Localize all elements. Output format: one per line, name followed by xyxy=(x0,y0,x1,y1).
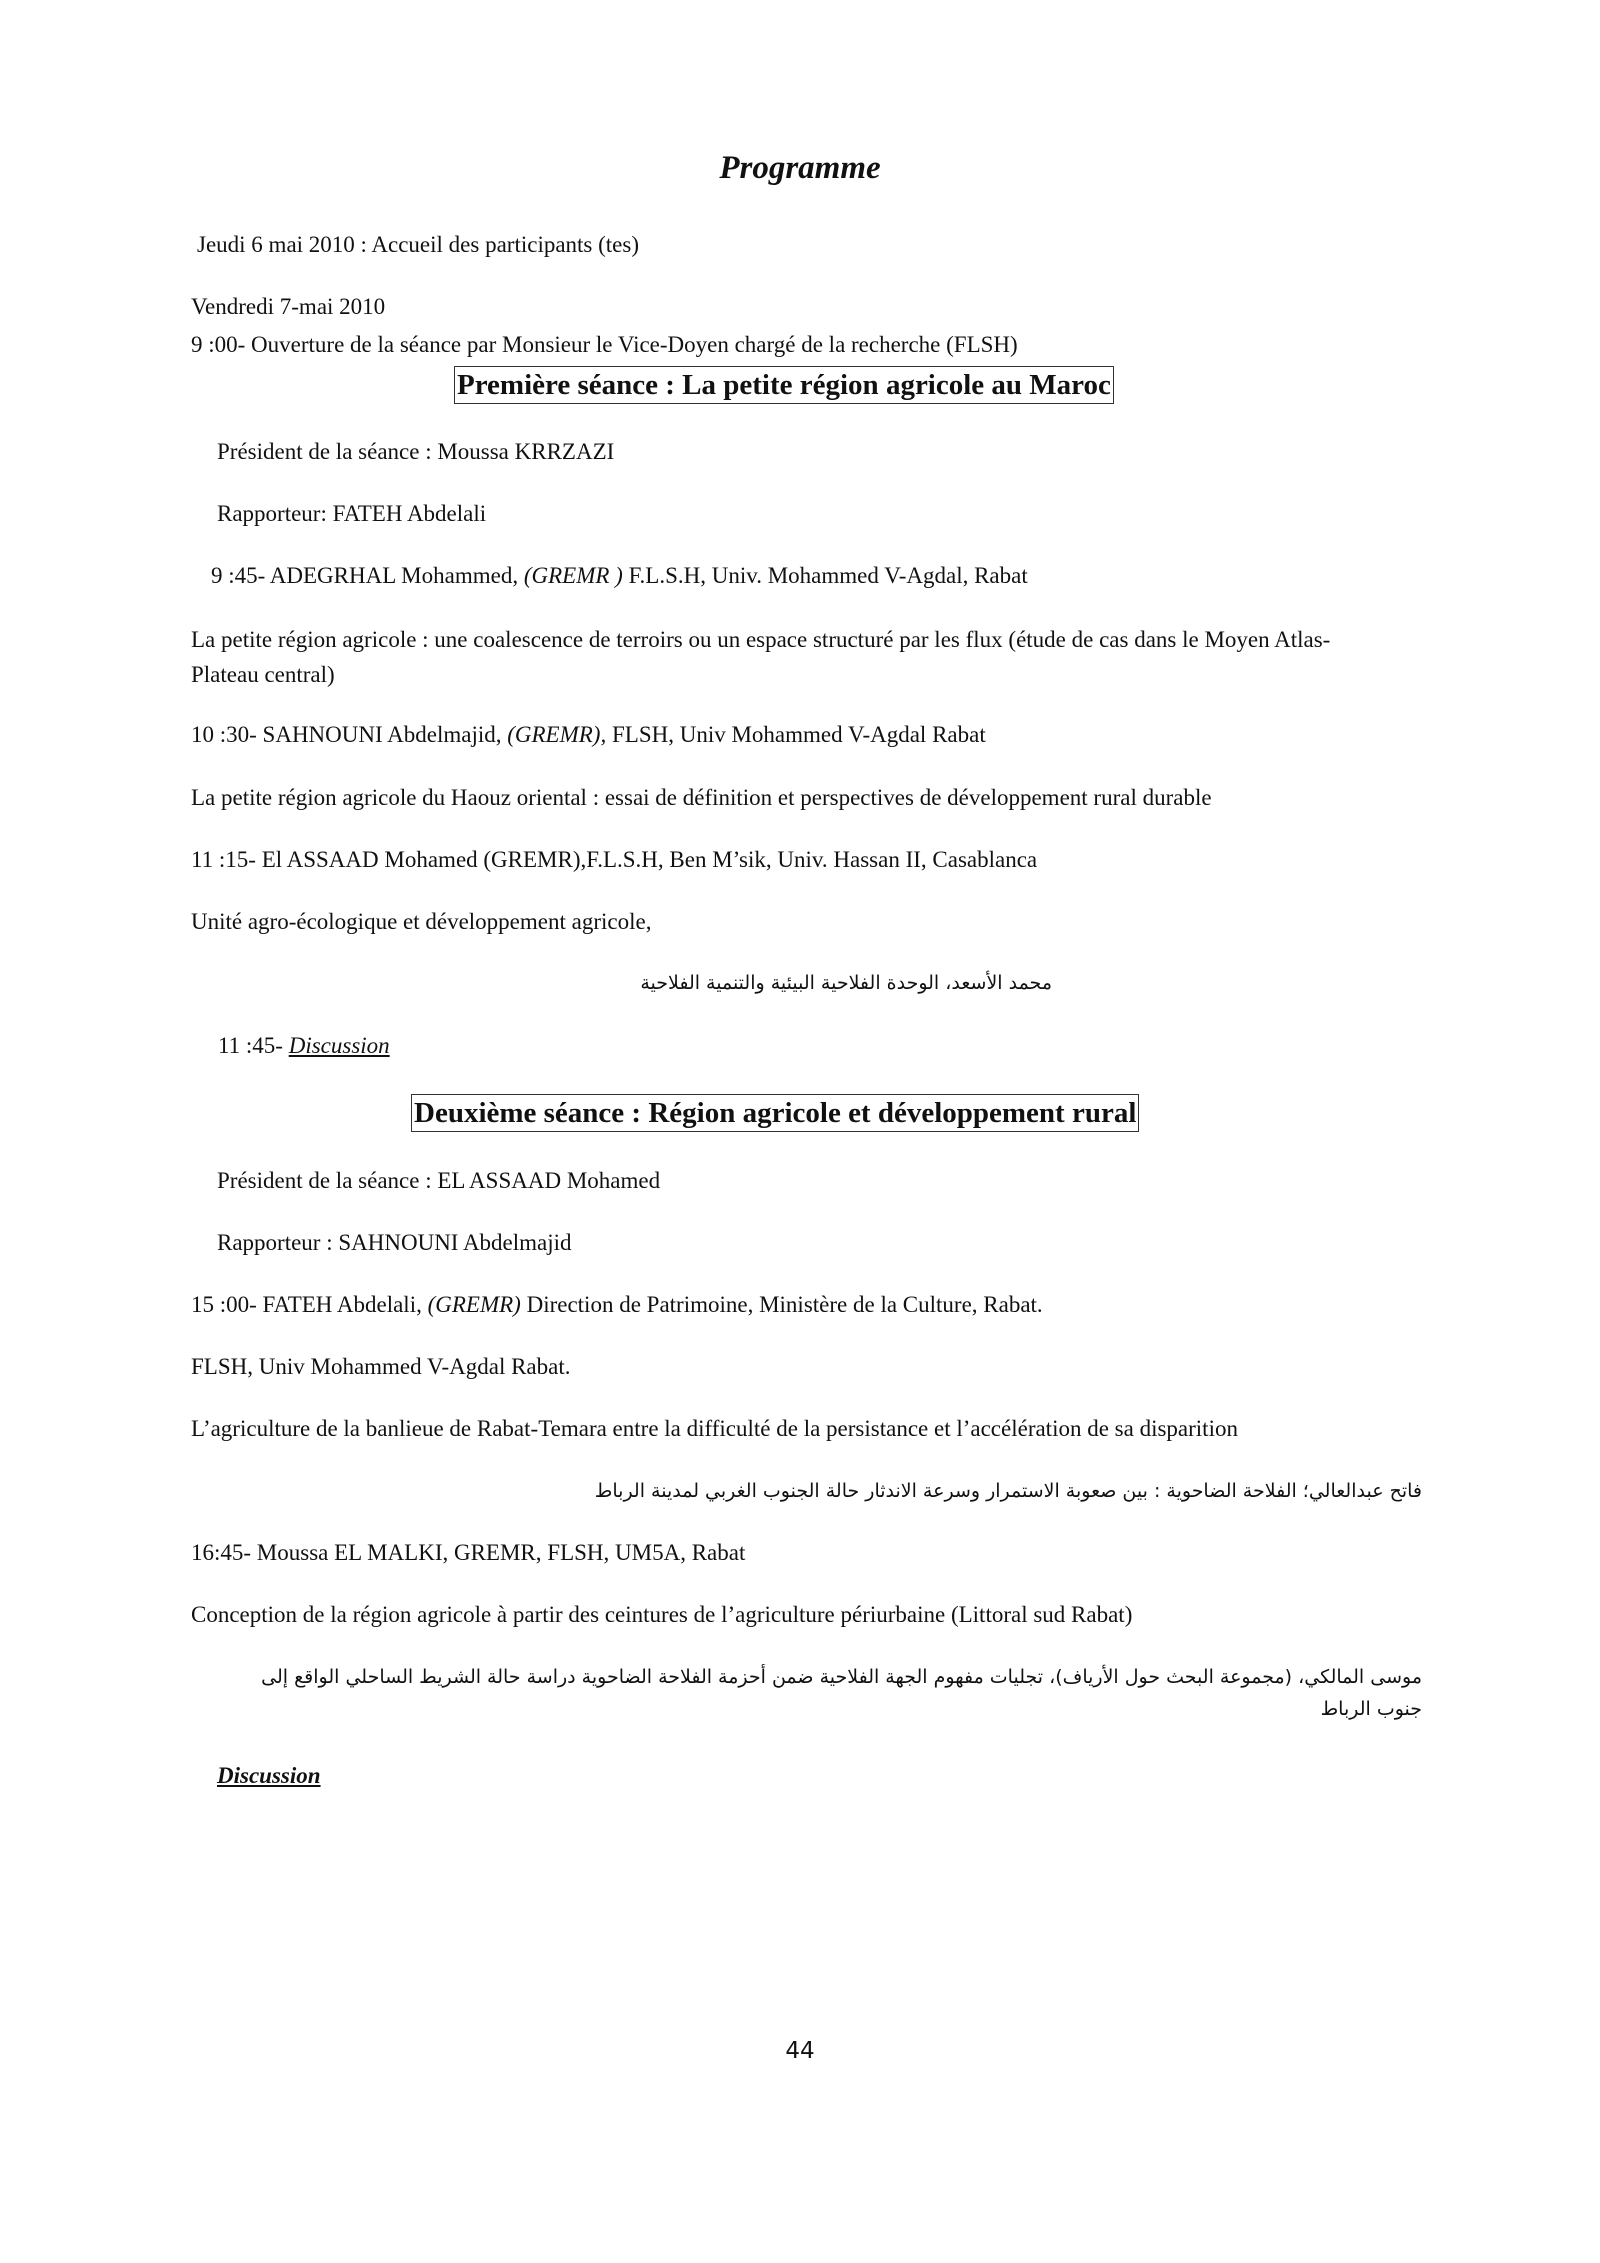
talk-1-speaker: 9 :45- ADEGRHAL Mohammed, xyxy=(211,563,524,588)
talk-3-header: 11 :15- El ASSAAD Mohamed (GREMR),F.L.S.H, Ben M’sik, Univ. Hassan II, Casablanca xyxy=(191,847,1038,872)
page-number: 44 xyxy=(785,2038,815,2064)
talk-4-affiliation: Direction de Patrimoine, Ministère de la Culture, Rabat. xyxy=(520,1292,1043,1317)
day2-line: Vendredi 7-mai 2010 xyxy=(191,294,386,319)
talk-2-speaker: 10 :30- SAHNOUNI Abdelmajid, xyxy=(191,722,508,747)
talk-1-header xyxy=(211,561,1028,591)
session2-rapporteur: Rapporteur : SAHNOUNI Abdelmajid xyxy=(217,1230,572,1255)
talk-4-arabic: فاتح عبدالعالي؛ الفلاحة الضاحوية : بين صعوبة الاستمرار وسرعة الاندثار حالة الجنوب الغربي لمدينة الرباط xyxy=(594,1480,1422,1502)
session1-discussion xyxy=(218,1031,390,1061)
talk-1-affiliation: F.L.S.H, Univ. Mohammed V-Agdal, Rabat xyxy=(622,563,1028,588)
talk-2-group: (GREMR), xyxy=(507,722,607,747)
talk-4-affiliation2: FLSH, Univ Mohammed V-Agdal Rabat. xyxy=(191,1354,571,1379)
talk-1-title: La petite région agricole : une coalescence de terroirs ou un espace structuré par les flux (étude de cas dans le Moyen Atlas-Plateau central) xyxy=(191,627,1331,687)
talk-2-header xyxy=(191,720,986,750)
session2-heading: Deuxième séance : Région agricole et développement rural xyxy=(411,1094,1139,1132)
discussion-label: Discussion xyxy=(288,1033,390,1058)
talk-2-title: La petite région agricole du Haouz oriental : essai de définition et perspectives de développement rural durable xyxy=(191,785,1212,810)
talk-3-arabic: محمد الأسعد، الوحدة الفلاحية البيئية والتنمية الفلاحية xyxy=(640,972,1052,994)
session2-president: Président de la séance : EL ASSAAD Mohamed xyxy=(217,1168,661,1193)
talk-5-title: Conception de la région agricole à partir des ceintures de l’agriculture périurbaine (Littoral sud Rabat) xyxy=(191,1602,1133,1627)
session2-discussion: Discussion xyxy=(217,1763,321,1788)
talk-5-arabic: موسى المالكي، (مجموعة البحث حول الأرياف)، تجليات مفهوم الجهة الفلاحية ضمن أحزمة الفلاحة الضاحوية دراسة حالة الشريط الساحلي الواقع إلى جنوب الرباط xyxy=(261,1666,1422,1720)
talk-4-group: (GREMR) xyxy=(427,1292,521,1317)
talk-4-header xyxy=(191,1290,1043,1320)
talk-4-speaker: 15 :00- FATEH Abdelali, xyxy=(191,1292,428,1317)
welcome-line: Jeudi 6 mai 2010 : Accueil des participants (tes) xyxy=(197,232,639,257)
session1-heading: Première séance : La petite région agricole au Maroc xyxy=(454,366,1114,404)
discussion-time: 11 :45- xyxy=(218,1033,289,1058)
talk-3-title: Unité agro-écologique et développement agricole, xyxy=(191,909,652,934)
talk-5-header: 16:45- Moussa EL MALKI, GREMR, FLSH, UM5A, Rabat xyxy=(191,1540,746,1565)
session1-rapporteur: Rapporteur: FATEH Abdelali xyxy=(217,501,487,526)
page-title: Programme xyxy=(719,150,881,186)
opening-line: 9 :00- Ouverture de la séance par Monsieur le Vice-Doyen chargé de la recherche (FLSH) xyxy=(191,332,1018,357)
talk-4-title: L’agriculture de la banlieue de Rabat-Temara entre la difficulté de la persistance et l’accélération de sa disparition xyxy=(191,1416,1238,1441)
session1-president: Président de la séance : Moussa KRRZAZI xyxy=(217,439,615,464)
talk-2-affiliation: FLSH, Univ Mohammed V-Agdal Rabat xyxy=(606,722,986,747)
talk-1-group: (GREMR ) xyxy=(523,563,623,588)
